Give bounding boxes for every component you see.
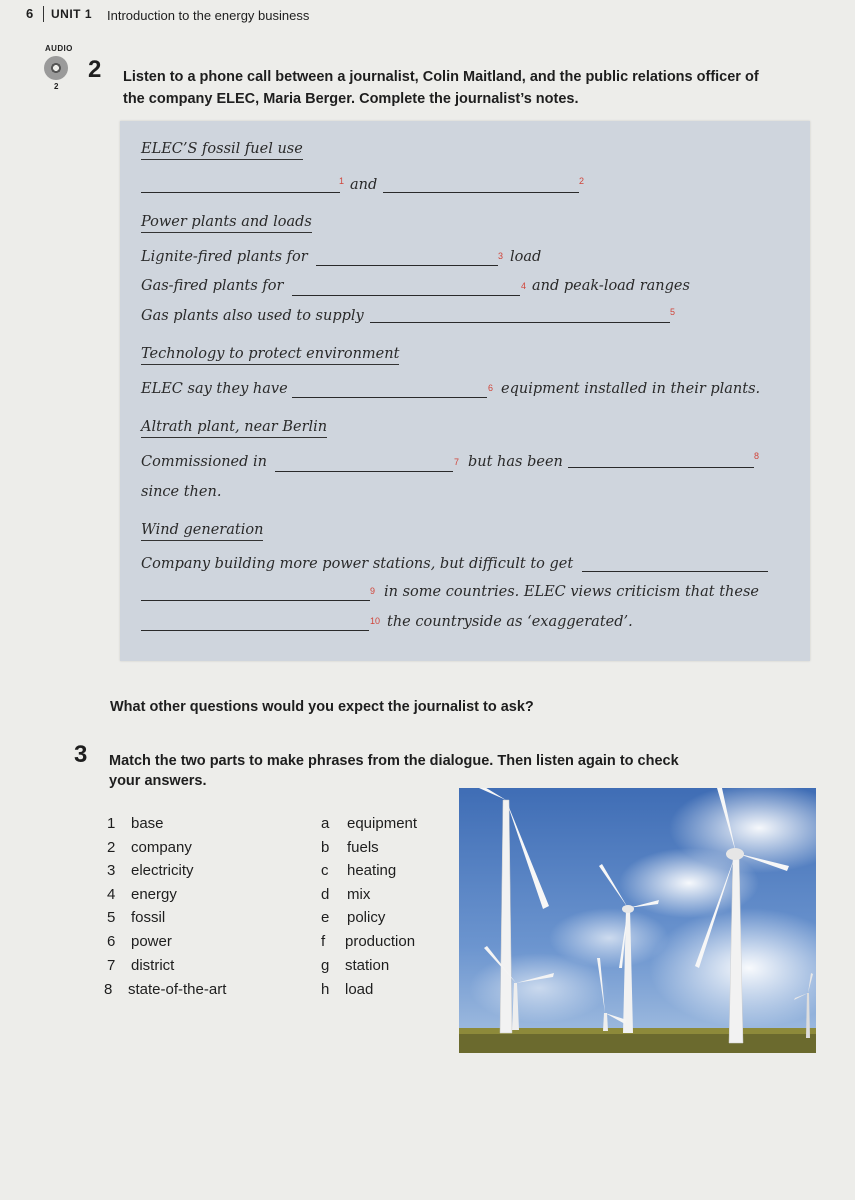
notes-heading-fossil-fuel: ELEC’S fossil fuel use xyxy=(141,141,303,160)
match-left-item: company xyxy=(131,839,192,856)
match-left-number: 4 xyxy=(107,886,116,903)
notes-text-since-then: since then. xyxy=(141,484,222,500)
notes-text-commissioned: Commissioned in xyxy=(141,454,267,470)
match-right-letter: c xyxy=(321,862,329,879)
notes-text-peak-load: and peak-load ranges xyxy=(532,278,690,294)
match-right-item: equipment xyxy=(347,815,418,832)
notes-heading-power-plants: Power plants and loads xyxy=(141,214,312,233)
answer-blank-9-start[interactable] xyxy=(582,571,768,572)
match-left-number: 5 xyxy=(107,909,116,926)
exercise-2-number: 2 xyxy=(88,56,102,83)
blank-number-7: 7 xyxy=(454,457,460,467)
match-left-item: electricity xyxy=(131,862,194,879)
audio-cd-icon[interactable] xyxy=(44,56,68,80)
match-right-letter: e xyxy=(321,909,330,926)
blank-number-5: 5 xyxy=(670,307,676,317)
match-right-letter: d xyxy=(321,886,330,903)
exercise-3-instruction-line-2: your answers. xyxy=(109,773,207,789)
blank-number-10: 10 xyxy=(370,616,381,626)
unit-title: Introduction to the energy business xyxy=(107,8,310,23)
match-left-number: 3 xyxy=(107,862,116,879)
match-left-number: 2 xyxy=(107,839,116,856)
notes-text-gas-fired: Gas-fired plants for xyxy=(141,278,284,294)
header-divider xyxy=(43,6,44,22)
answer-blank-10[interactable] xyxy=(141,630,369,631)
match-right-letter: b xyxy=(321,839,330,856)
match-right-letter: f xyxy=(321,933,326,950)
match-right-item: production xyxy=(345,933,416,950)
wind-turbines-photo xyxy=(459,788,816,1053)
answer-blank-1[interactable] xyxy=(141,192,340,193)
notes-heading-technology: Technology to protect environment xyxy=(141,346,399,365)
answer-blank-4[interactable] xyxy=(292,295,520,296)
exercise-2-instruction-line-2: the company ELEC, Maria Berger. Complete the journalist’s notes. xyxy=(123,91,579,107)
blank-number-2: 2 xyxy=(579,176,585,186)
blank-number-3: 3 xyxy=(498,251,504,261)
answer-blank-8[interactable] xyxy=(568,467,754,468)
notes-text-but-has-been: but has been xyxy=(468,454,563,470)
match-right-letter: a xyxy=(321,815,330,832)
match-left-item: base xyxy=(131,815,164,832)
match-left-item: energy xyxy=(131,886,177,903)
exercise-3-instruction-line-1: Match the two parts to make phrases from the dialogue. Then listen again to check xyxy=(109,753,679,769)
match-left-item: fossil xyxy=(131,909,166,926)
match-left-number: 1 xyxy=(107,815,116,832)
blank-number-4: 4 xyxy=(521,281,527,291)
answer-blank-7[interactable] xyxy=(275,471,453,472)
notes-text-load: load xyxy=(510,249,542,265)
notes-heading-wind: Wind generation xyxy=(141,522,263,541)
match-right-item: load xyxy=(345,981,374,998)
match-right-item: heating xyxy=(347,862,397,879)
exercise-3-number: 3 xyxy=(74,741,88,768)
follow-up-question: What other questions would you expect the journalist to ask? xyxy=(110,699,534,715)
blank-number-9: 9 xyxy=(370,586,376,596)
answer-blank-5[interactable] xyxy=(370,322,670,323)
match-right-letter: g xyxy=(321,957,330,974)
notes-text-elec-say: ELEC say they have xyxy=(141,381,288,397)
notes-text-countryside: the countryside as ‘exaggerated’. xyxy=(387,614,633,630)
match-left-number: 8 xyxy=(104,981,113,998)
match-left-item: state-of-the-art xyxy=(128,981,227,998)
match-right-letter: h xyxy=(321,981,330,998)
notes-text-and: and xyxy=(350,177,378,193)
match-left-number: 7 xyxy=(107,957,116,974)
match-right-item: mix xyxy=(347,886,371,903)
audio-track-number: 2 xyxy=(54,82,59,91)
blank-number-8: 8 xyxy=(754,451,760,461)
match-left-number: 6 xyxy=(107,933,116,950)
match-left-item: power xyxy=(131,933,172,950)
match-right-item: policy xyxy=(347,909,386,926)
unit-label: UNIT 1 xyxy=(51,7,93,21)
journalist-notes-box xyxy=(120,121,810,661)
answer-blank-6[interactable] xyxy=(292,397,487,398)
audio-label: AUDIO xyxy=(45,44,73,53)
page-number: 6 xyxy=(26,6,34,21)
answer-blank-9[interactable] xyxy=(141,600,370,601)
notes-text-lignite: Lignite-fired plants for xyxy=(141,249,308,265)
notes-heading-altrath: Altrath plant, near Berlin xyxy=(141,419,327,438)
exercise-2-instruction-line-1: Listen to a phone call between a journalist, Colin Maitland, and the public relations officer of xyxy=(123,69,759,85)
answer-blank-3[interactable] xyxy=(316,265,498,266)
notes-text-company-building: Company building more power stations, but difficult to get xyxy=(141,556,574,572)
blank-number-6: 6 xyxy=(488,383,494,393)
notes-text-gas-supply: Gas plants also used to supply xyxy=(141,308,364,324)
blank-number-1: 1 xyxy=(339,176,345,186)
notes-text-some-countries: in some countries. ELEC views criticism that these xyxy=(384,584,759,600)
match-right-item: station xyxy=(345,957,390,974)
notes-text-equipment: equipment installed in their plants. xyxy=(501,381,761,397)
match-left-item: district xyxy=(131,957,175,974)
match-right-item: fuels xyxy=(347,839,379,856)
answer-blank-2[interactable] xyxy=(383,192,579,193)
